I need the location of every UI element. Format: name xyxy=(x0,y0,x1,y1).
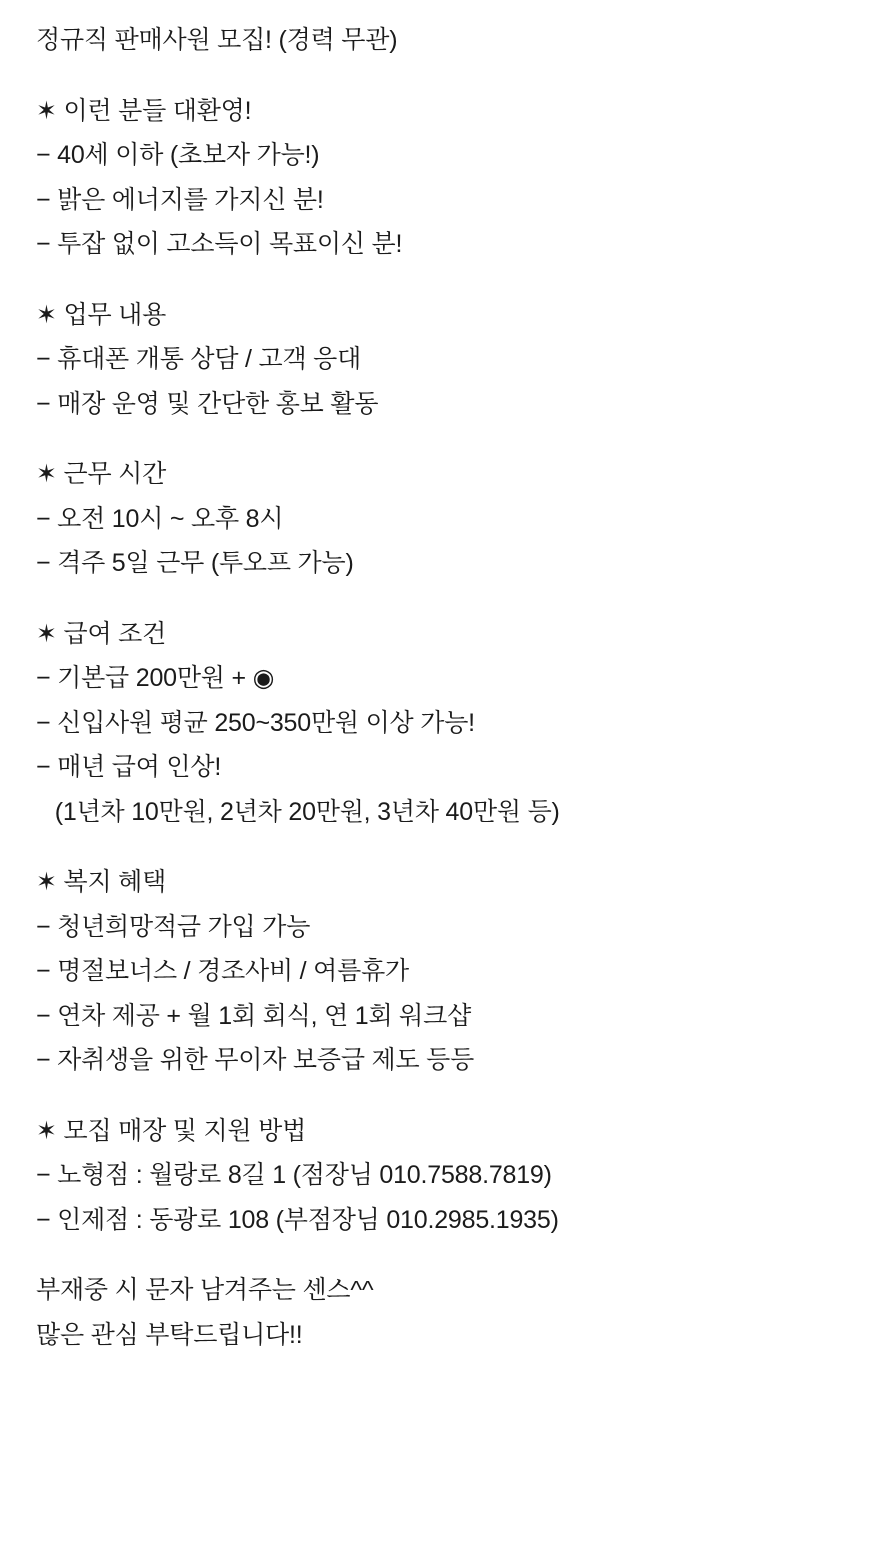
list-item: − 매장 운영 및 간단한 홍보 활동 xyxy=(36,389,379,418)
list-item: − 청년희망적금 가입 가능 xyxy=(36,912,311,941)
list-item: − 밝은 에너지를 가지신 분! xyxy=(36,185,324,214)
list-item: − 연차 제공 + 월 1회 회식, 연 1회 워크샵 xyxy=(36,1001,472,1030)
list-item: − 오전 10시 ~ 오후 8시 xyxy=(36,504,284,533)
job-posting-text xyxy=(36,18,843,1357)
section-pay xyxy=(36,612,843,835)
list-item: − 40세 이하 (초보자 가능!) xyxy=(36,141,320,169)
closing-note xyxy=(36,1268,843,1357)
list-item: − 기본급 200만원 + ◉ xyxy=(36,664,275,692)
section-heading: ✶ 업무 내용 xyxy=(36,300,167,329)
list-item: − 투잡 없이 고소득이 목표이신 분! xyxy=(36,230,403,258)
list-item: − 자취생을 위한 무이자 보증급 제도 등등 xyxy=(36,1046,475,1074)
section-locations xyxy=(36,1109,843,1243)
spacer xyxy=(36,586,843,612)
spacer xyxy=(36,63,843,89)
list-item: − 매년 급여 인상! xyxy=(36,753,222,781)
list-item: − 격주 5일 근무 (투오프 가능) xyxy=(36,549,354,577)
posting-title: 정규직 판매사원 모집! (경력 무관) xyxy=(36,26,398,54)
spacer xyxy=(36,834,843,860)
spacer xyxy=(36,267,843,293)
section-duties xyxy=(36,293,843,427)
spacer xyxy=(36,1083,843,1109)
spacer xyxy=(36,1242,843,1268)
list-item: − 명절보너스 / 경조사비 / 여름휴가 xyxy=(36,957,409,985)
list-item: − 휴대폰 개통 상담 / 고객 응대 xyxy=(36,345,362,373)
section-hours xyxy=(36,452,843,586)
section-requirements xyxy=(36,89,843,267)
section-heading: ✶ 근무 시간 xyxy=(36,460,167,488)
section-benefits xyxy=(36,860,843,1083)
section-heading: ✶ 모집 매장 및 지원 방법 xyxy=(36,1116,307,1145)
section-heading: ✶ 이런 분들 대환영! xyxy=(36,96,252,125)
list-item: − 신입사원 평균 250~350만원 이상 가능! xyxy=(36,708,475,737)
spacer xyxy=(36,426,843,452)
section-heading: ✶ 급여 조건 xyxy=(36,619,167,648)
footer-line: 부재중 시 문자 남겨주는 센스^^ xyxy=(36,1276,374,1304)
list-item-note: (1년차 10만원, 2년차 20만원, 3년차 40만원 등) xyxy=(48,797,560,826)
list-item: − 노형점 : 월랑로 8길 1 (점장님 010.7588.7819) xyxy=(36,1161,552,1189)
section-heading: ✶ 복지 혜택 xyxy=(36,868,167,896)
footer-line: 많은 관심 부탁드립니다!! xyxy=(36,1320,303,1349)
list-item: − 인제점 : 동광로 108 (부점장님 010.2985.1935) xyxy=(36,1205,559,1234)
